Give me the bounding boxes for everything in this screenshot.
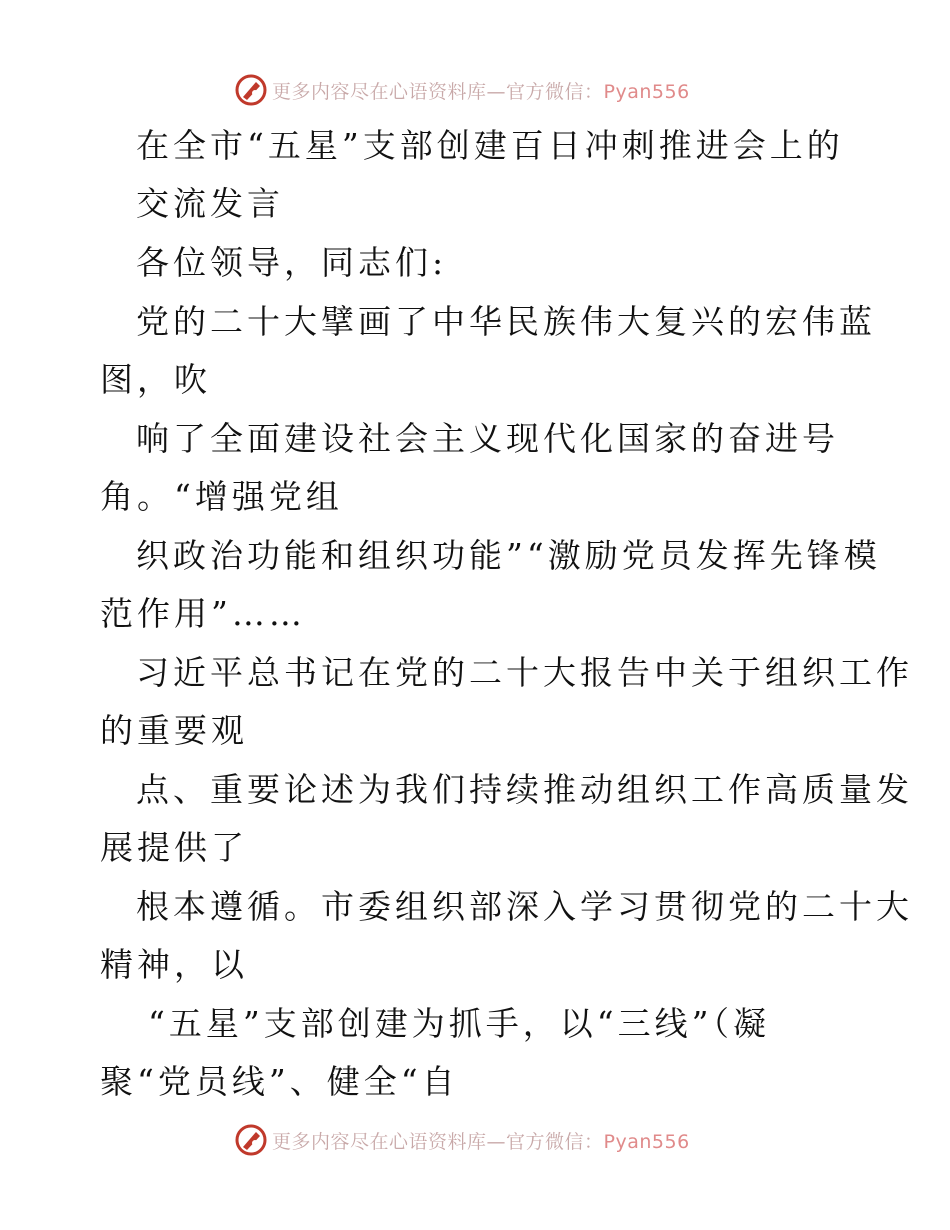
text-line: 根本遵循。市委组织部深入学习贯彻党的二十大 — [136, 887, 913, 926]
text-line: 展提供了 — [100, 828, 248, 867]
text-line: 响了全面建设社会主义现代化国家的奋进号 — [136, 419, 839, 458]
text-line: 图，吹 — [100, 360, 211, 399]
text-line: 精神，以 — [100, 945, 248, 984]
text-line: 党的二十大擘画了中华民族伟大复兴的宏伟蓝 — [136, 302, 876, 341]
title-line-2: 交流发言 — [136, 184, 284, 223]
text-line: 习近平总书记在党的二十大报告中关于组织工作 — [136, 653, 913, 692]
logo-icon — [234, 1123, 268, 1157]
text-line: 范作用”…… — [100, 594, 306, 633]
text-line: 聚“党员线”、健全“自 — [100, 1062, 459, 1101]
text-line: 角。“增强党组 — [100, 477, 343, 516]
footer-watermark — [234, 1122, 690, 1158]
text-line: 点、重要论述为我们持续推动组织工作高质量发 — [136, 770, 913, 809]
salutation: 各位领导，同志们: — [136, 243, 448, 282]
watermark-text: 更多内容尽在心语资料库—官方微信：Pyan556 — [272, 80, 690, 103]
text-line: 的重要观 — [100, 711, 248, 750]
title-line-1: 在全市“五星”支部创建百日冲刺推进会上的 — [136, 126, 844, 165]
logo-icon — [234, 73, 268, 107]
watermark-text: 更多内容尽在心语资料库—官方微信：Pyan556 — [272, 1130, 690, 1153]
header-watermark — [234, 72, 690, 108]
text-line: “五星”支部创建为抓手，以“三线”（凝 — [148, 1004, 770, 1043]
text-line: 织政治功能和组织功能”“激励党员发挥先锋模 — [136, 536, 881, 575]
